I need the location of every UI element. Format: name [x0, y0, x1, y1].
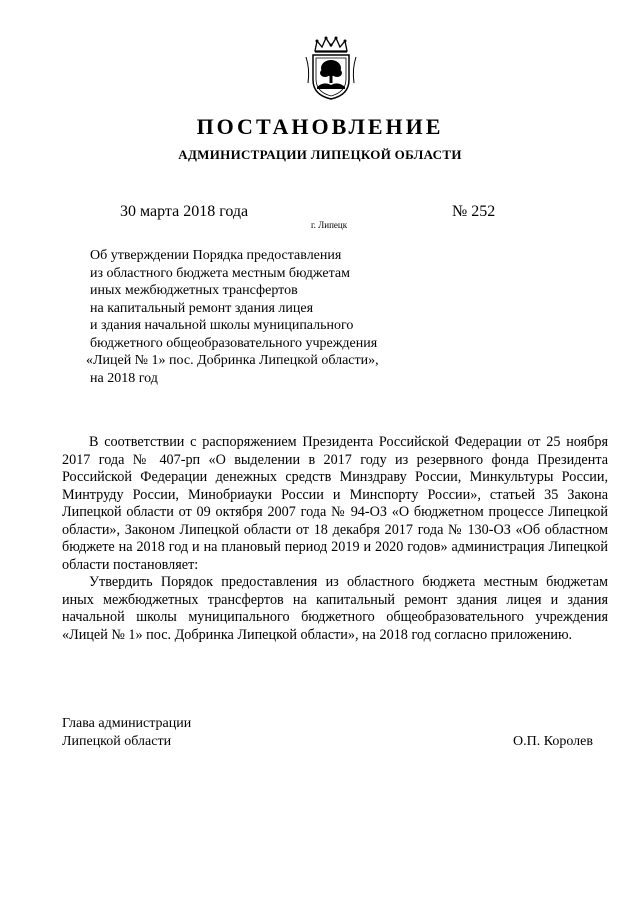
- signatory-position-line1: Глава администрации: [62, 716, 192, 731]
- preamble-paragraph: В соответствии с распоряжением Президента Российской Федерации от 25 ноября 2017 года № 407-рп «О выделении в 2017 году из резервного фонда Президента Российской Федерации денежных средств Минздраву России, Минкультуры России, Минтруду России, Минобриауки России и Минспорту России», статьей 35 Закона Липецкой области от 09 октября 2007 года № 94-ОЗ «О бюджетном процессе Липецкой области», Законом Липецкой области от 18 декабря 2017 года № 130-ОЗ «Об областном бюджете на 2018 год и на плановый период 2019 и 2020 годов» администрация Липецкой области постановляет:: [62, 434, 608, 573]
- document-city: г. Липецк: [311, 220, 348, 230]
- subject-line: на 2018 год: [90, 371, 158, 386]
- resolution-paragraph: Утвердить Порядок предоставления из областного бюджета местным бюджетам иных межбюджетных трансфертов на капитальный ремонт здания лицея и здания начальной школы муниципального бюджетного общеобразовательного учреждения «Лицей № 1» пос. Добринка Липецкой области», на 2018 год согласно приложению.: [62, 574, 608, 643]
- subject-line: на капитальный ремонт здания лицея: [90, 301, 314, 316]
- subject-line: и здания начальной школы муниципального: [90, 318, 354, 333]
- coat-of-arms-icon: [302, 35, 360, 101]
- issuing-authority: АДМИНИСТРАЦИИ ЛИПЕЦКОЙ ОБЛАСТИ: [178, 147, 462, 162]
- signatory-position-line2: Липецкой области: [62, 734, 172, 749]
- signatory-name: О.П. Королев: [513, 734, 593, 749]
- document-number: № 252: [452, 203, 496, 220]
- document-title: ПОСТАНОВЛЕНИЕ: [196, 114, 444, 139]
- subject-line: «Лицей № 1» пос. Добринка Липецкой области»,: [86, 353, 379, 368]
- document-date: 30 марта 2018 года: [120, 203, 249, 220]
- subject-line: Об утверждении Порядка предоставления: [90, 248, 342, 263]
- subject-line: бюджетного общеобразовательного учреждения: [90, 336, 378, 351]
- subject-line: из областного бюджета местным бюджетам: [90, 266, 350, 281]
- subject-line: иных межбюджетных трансфертов: [90, 283, 298, 298]
